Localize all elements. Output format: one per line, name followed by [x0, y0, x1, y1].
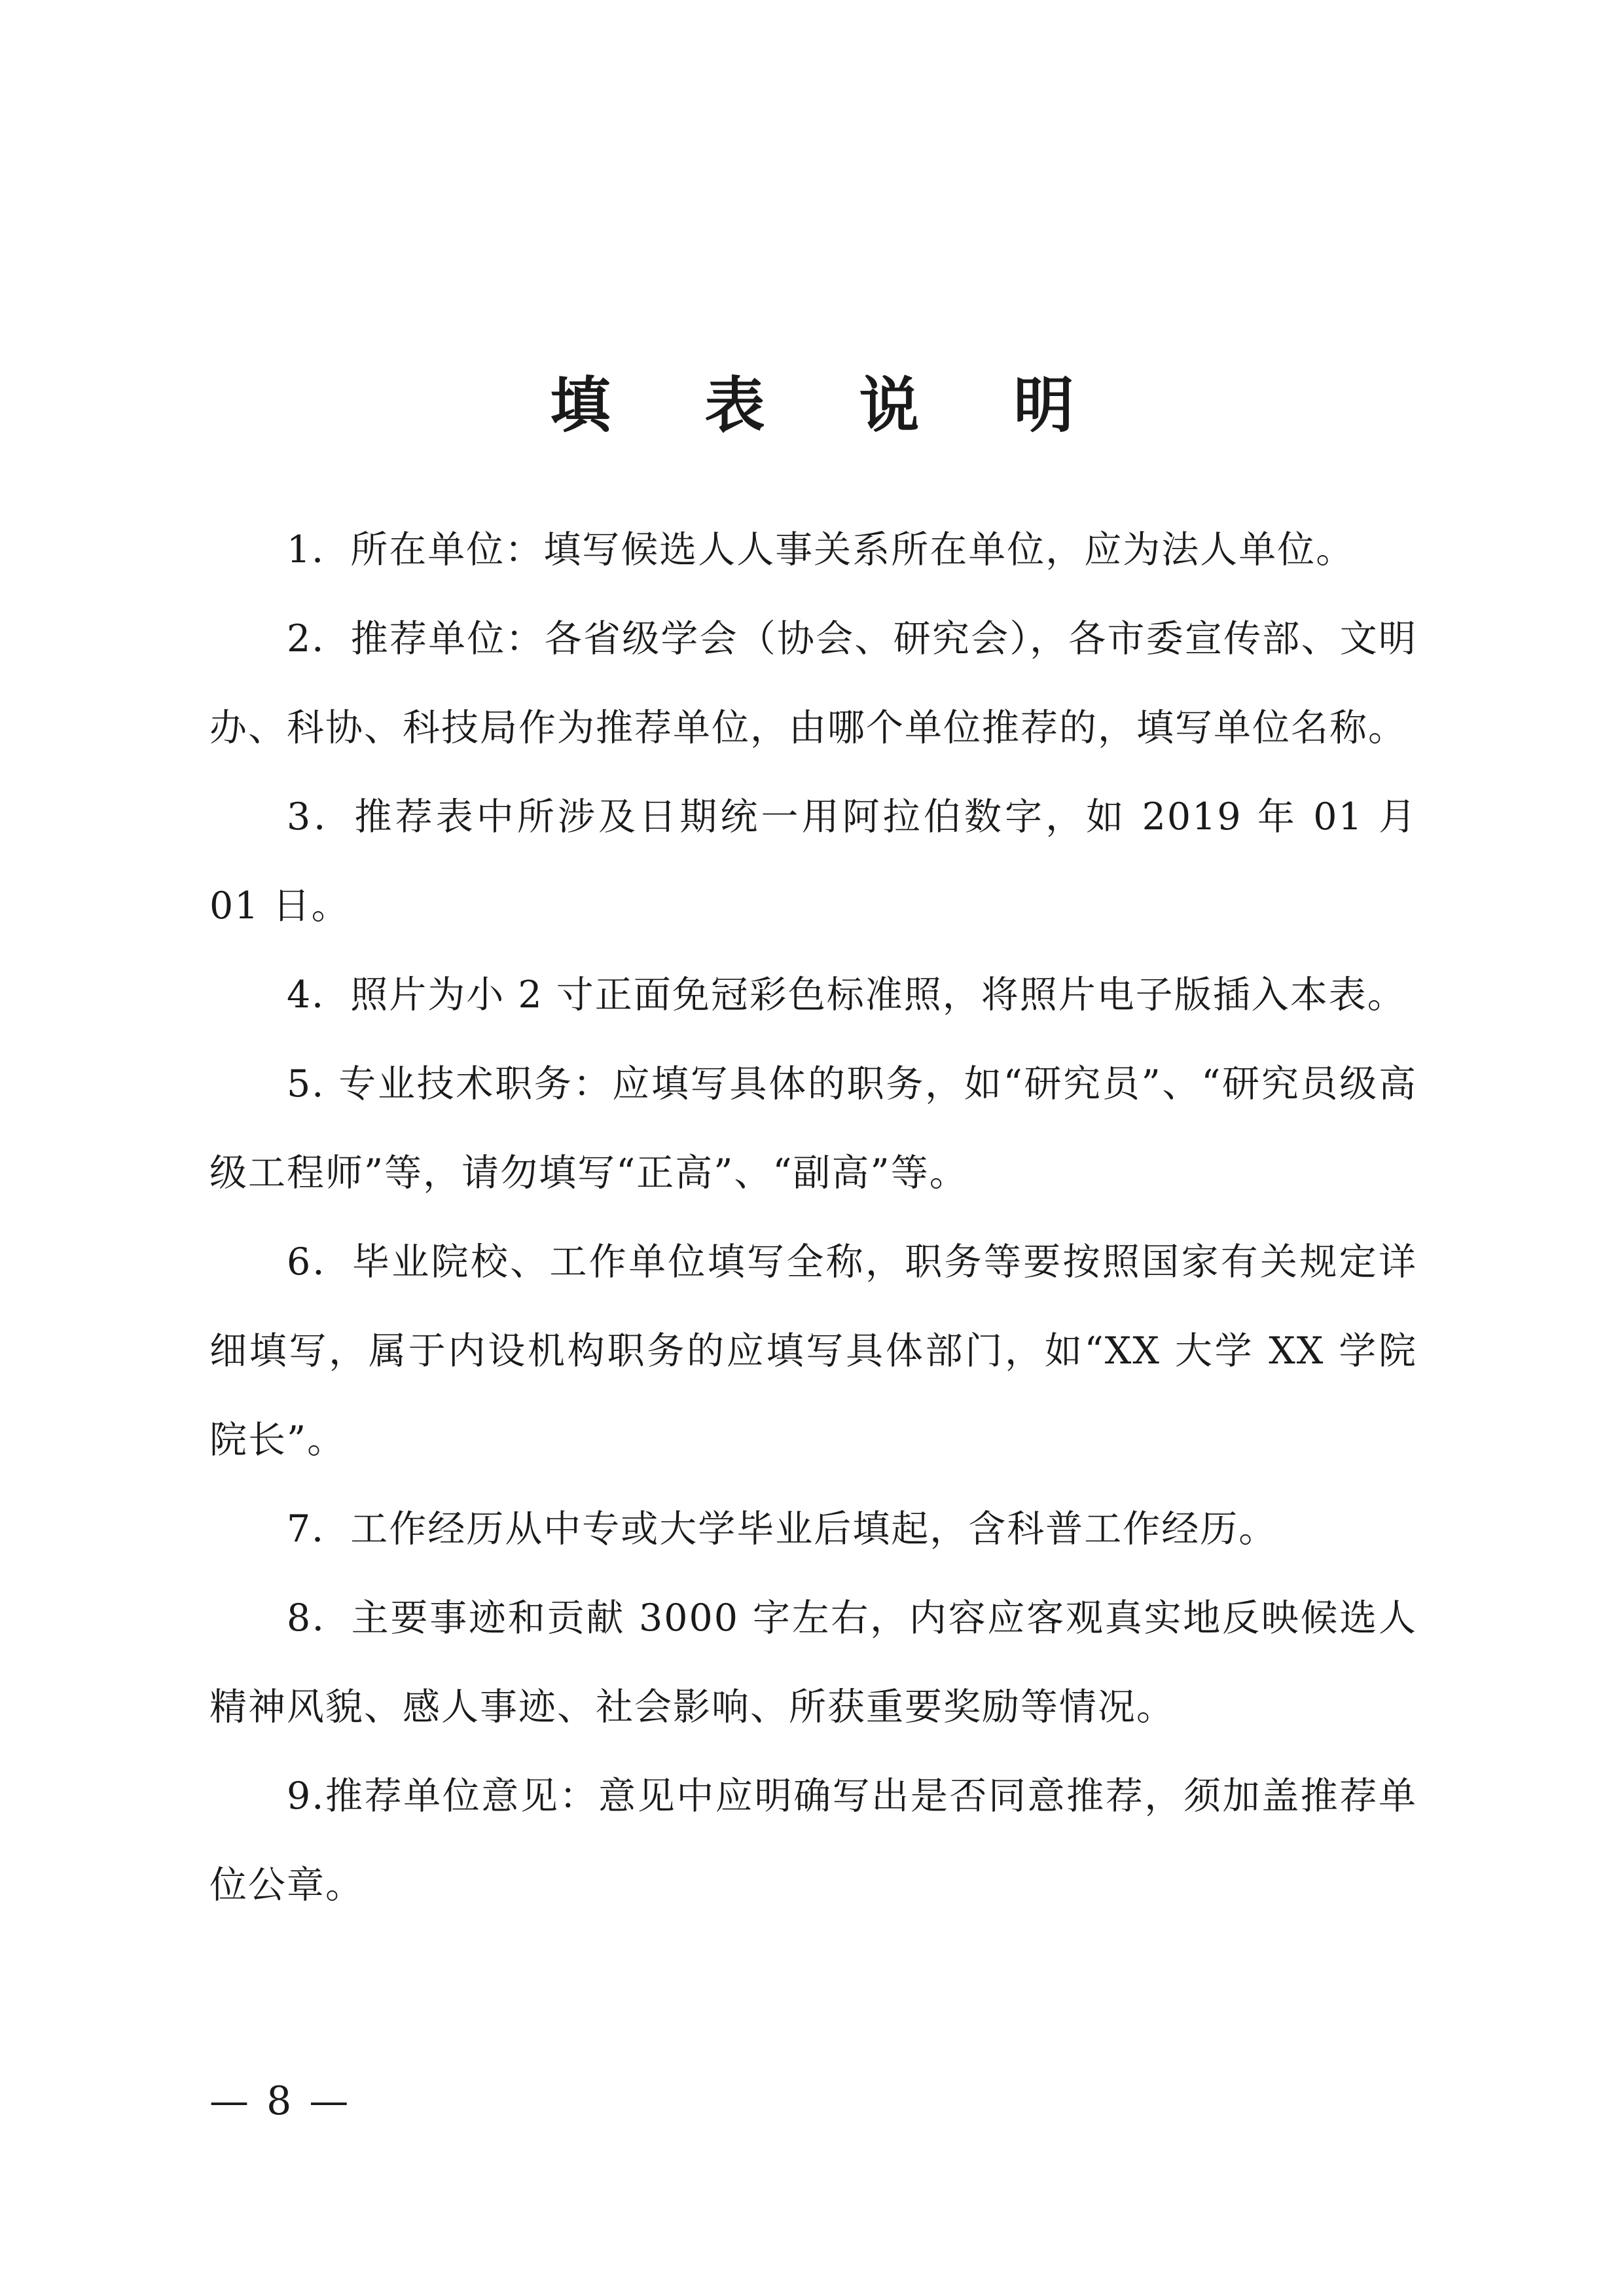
instructions-list — [209, 505, 1417, 1930]
instruction-item-6: 6．毕业院校、工作单位填写全称，职务等要按照国家有关规定详细填写，属于内设机构职务的应填写具体部门，如“XX 大学 XX 学院院长”。 — [209, 1240, 1417, 1462]
page-title: 填 表 说 明 — [550, 370, 1111, 441]
instruction-item-5: 5. 专业技术职务：应填写具体的职务，如“研究员”、“研究员级高级工程师”等，请勿填写“正高”、“副高”等。 — [209, 1062, 1417, 1195]
instruction-item-4: 4．照片为小 2 寸正面免冠彩色标准照，将照片电子版插入本表。 — [287, 973, 1406, 1017]
instruction-item-1: 1．所在单位：填写候选人人事关系所在单位，应为法人单位。 — [287, 528, 1355, 571]
instruction-item-2: 2．推荐单位：各省级学会（协会、研究会），各市委宣传部、文明办、科协、科技局作为推荐单位，由哪个单位推荐的，填写单位名称。 — [209, 617, 1417, 749]
instruction-item-9: 9.推荐单位意见：意见中应明确写出是否同意推荐，须加盖推荐单位公章。 — [209, 1775, 1417, 1907]
page-number: — 8 — — [209, 2078, 352, 2124]
instruction-item-3: 3．推荐表中所涉及日期统一用阿拉伯数字，如 2019 年 01 月 01 日。 — [209, 795, 1417, 928]
instruction-item-7: 7．工作经历从中专或大学毕业后填起，含科普工作经历。 — [287, 1507, 1278, 1551]
instruction-item-8: 8．主要事迹和贡献 3000 字左右，内容应客观真实地反映候选人精神风貌、感人事迹、社会影响、所获重要奖励等情况。 — [209, 1596, 1417, 1729]
